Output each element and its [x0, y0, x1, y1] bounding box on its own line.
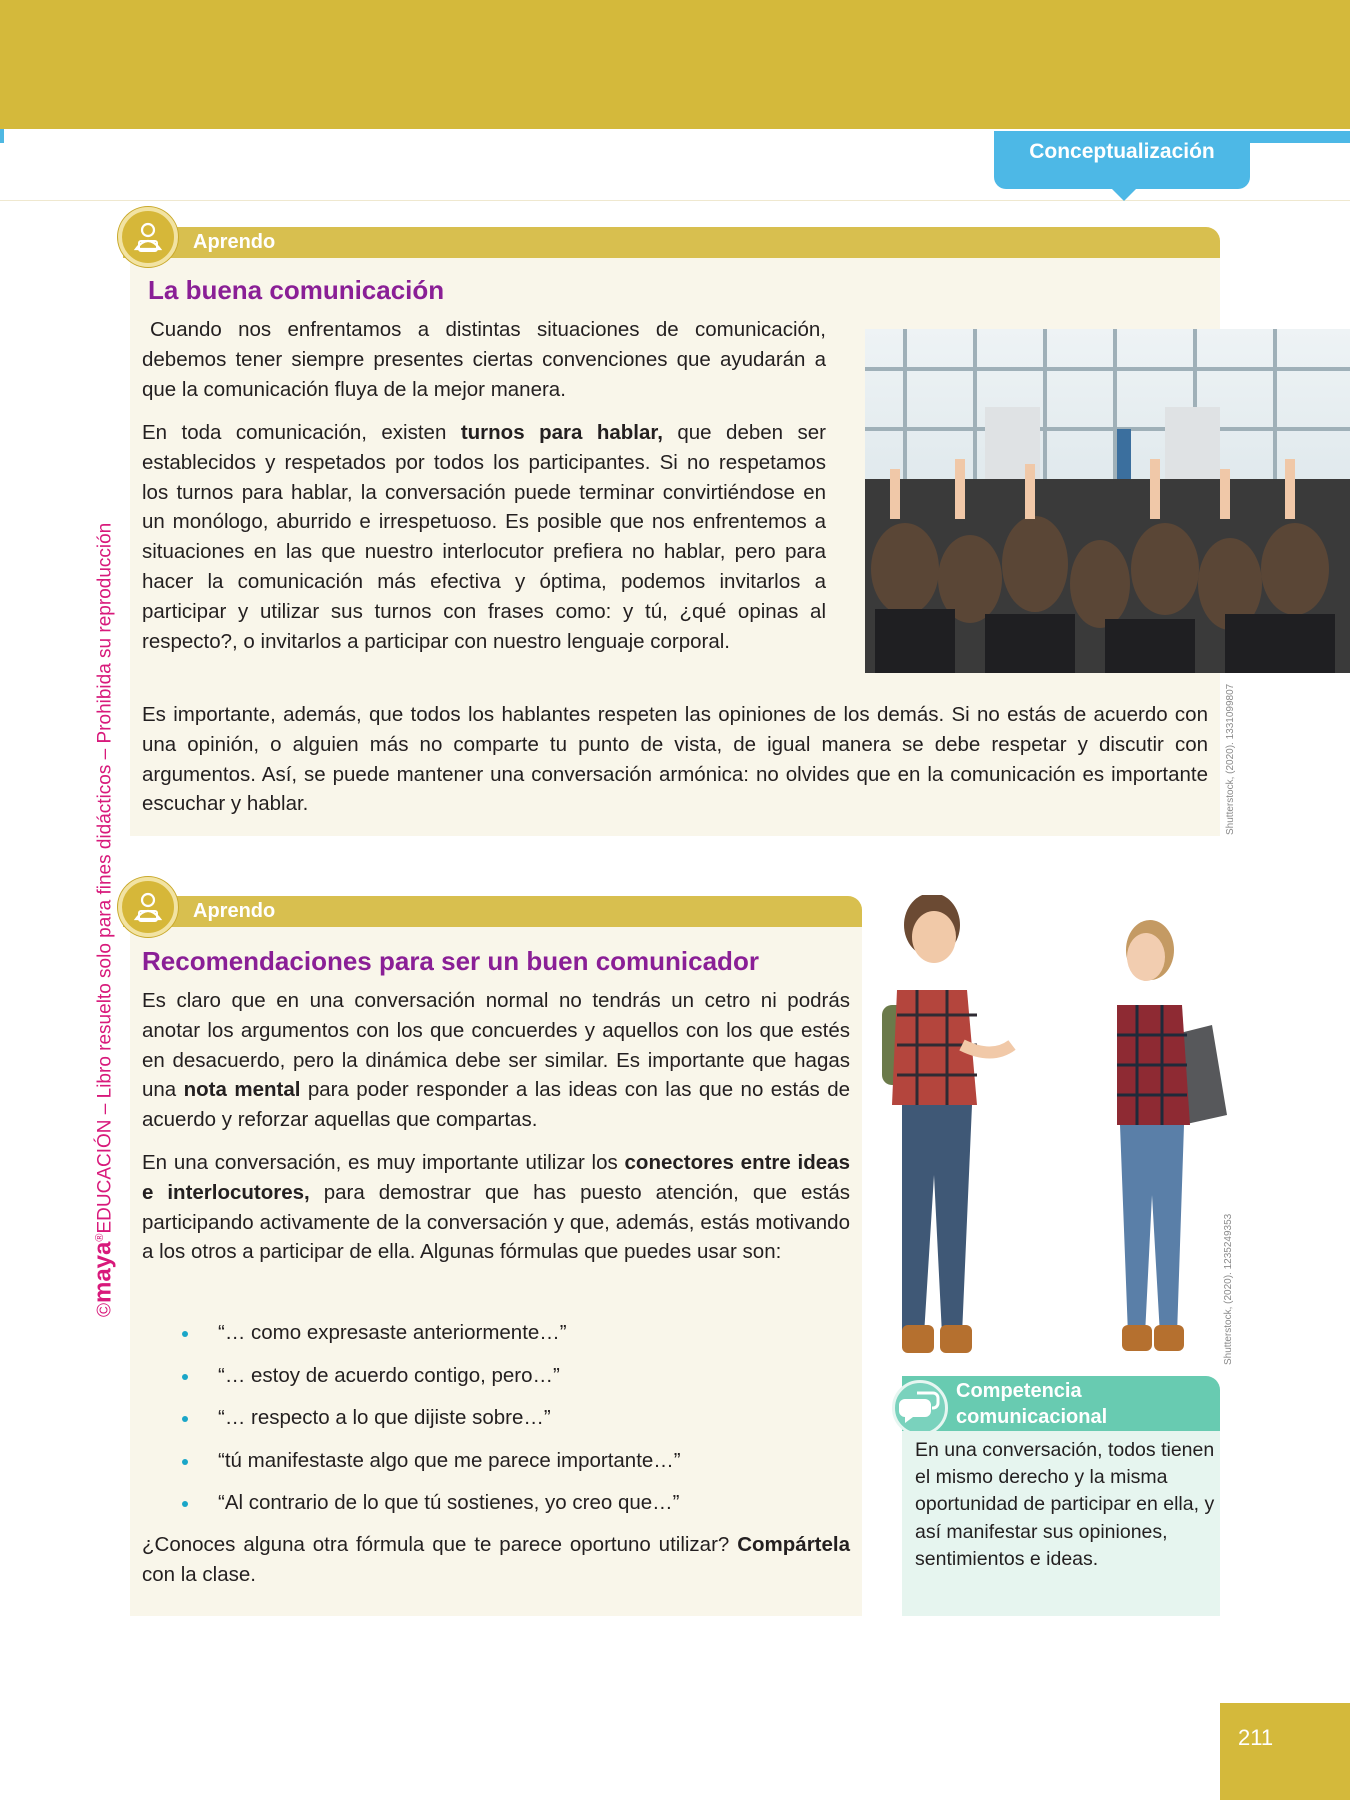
nota-mental-emphasis: nota mental [183, 1078, 301, 1102]
list-item: “… respecto a lo que dijiste sobre…” [182, 1403, 842, 1446]
side-copyright-text: EDUCACIÓN – Libro resuelto solo para fines didácticos – Prohibida su reproducción [94, 522, 116, 1234]
competencia-title-line2: comunicacional [956, 1406, 1108, 1428]
block2-paragraph-2: En una conversación, es muy importante utilizar los conectores entre ideas e interlocutores, para demostrar que has puesto atención, que estás participando activamente de la conversación y que, además, estás motivando a los otros a participar de ella. Algunas fórmulas que puedes usar son: [142, 1151, 850, 1264]
competencia-title-line1: Competencia [956, 1380, 1082, 1402]
compartela-emphasis: Compártela [737, 1533, 850, 1556]
formula-list [182, 1318, 842, 1531]
turnos-emphasis: turnos para hablar, [460, 421, 663, 444]
block2-title: Recomendaciones para ser un buen comunicador [142, 946, 759, 976]
block1-paragraph-2: En toda comunicación, existen turnos para hablar, que deben ser establecidos y respetados por todos los participantes. Si no respetamos los turnos para hablar, la conversación puede terminar convirtiéndose en un monólogo, aburrido e irrespetuoso. Es posible que nos enfrentemos a situaciones en las que nuestro interlocutor prefiera no hablar, pero para hacer la comunicación más efectiva y óptima, podemos invitarlos a participar y utilizar sus turnos con frases como: y tú, ¿qué opinas al respecto?, o invitarlos a participar con nuestro lenguaje corporal. [142, 421, 826, 653]
competencia-body [902, 1431, 1220, 1616]
block2-header-bar [123, 896, 862, 927]
block2-paragraph-1: Es claro que en una conversación normal no tendrás un cetro ni podrás anotar los argumentos con los que concuerdes y aquellos con los que estés en desacuerdo, pero la dinámica debe ser similar. Es importante que hagas una nota mental para poder responder a las ideas con las que no estás de acuerdo y reforzar aquellas que compartas. [142, 989, 851, 1132]
block1-header-bar [123, 227, 1220, 258]
block1-paragraph-3: Es importante, además, que todos los hablantes respeten las opiniones de los demás. Si no estás de acuerdo con una opinión, o alguien más no comparte tu punto de vista, de igual manera se debe respetar y discutir con argumentos. Así, se puede mantener una conversación armónica: no olvides que en la comunicación es importante escuchar y hablar. [142, 703, 1208, 816]
competencia-text: En una conversación, todos tienen el mismo derecho y la misma oportunidad de participar en ella, y así manifestar sus opiniones, sentimientos e ideas. [915, 1439, 1215, 1570]
top-color-band [0, 0, 1350, 129]
competencia-header [902, 1376, 1220, 1431]
section-tab [994, 131, 1250, 189]
copyright-symbol: © [94, 1303, 116, 1317]
conectores-emphasis: conectores entre ideas e interlocutores, [142, 1151, 850, 1204]
block1-paragraph-1: Cuando nos enfrentamos a distintas situaciones de comunicación, debemos tener siempre presentes ciertas convenciones que ayudarán a que la comunicación fluya de la mejor manera. [142, 318, 826, 401]
registered-symbol: ® [94, 1233, 106, 1242]
list-item: “… como expresaste anteriormente…” [182, 1318, 842, 1361]
section-tab-bar [1250, 131, 1350, 143]
header-divider [0, 200, 1350, 201]
classroom-photo [865, 329, 1350, 673]
speech-bubble-icon [892, 1380, 948, 1436]
page-number: 211 [1220, 1703, 1350, 1800]
students-photo [862, 895, 1242, 1377]
block1-header-label: Aprendo [193, 231, 276, 253]
brand-name: maya [89, 1241, 117, 1303]
list-item: “tú manifestaste algo que me parece importante…” [182, 1446, 842, 1489]
block2-closing: ¿Conoces alguna otra fórmula que te parece oportuno utilizar? Compártela con la clase. [142, 1533, 850, 1586]
block2-header-label: Aprendo [193, 900, 276, 922]
list-item: “Al contrario de lo que tú sostienes, yo creo que…” [182, 1488, 842, 1531]
section-tab-label: Conceptualización [1029, 140, 1215, 163]
aprendo-badge-icon [118, 877, 178, 937]
aprendo-badge-icon [118, 207, 178, 267]
side-copyright [83, 487, 117, 1317]
left-edge-marker [0, 129, 4, 143]
block1-title: La buena comunicación [148, 275, 445, 305]
list-item: “… estoy de acuerdo contigo, pero…” [182, 1361, 842, 1404]
